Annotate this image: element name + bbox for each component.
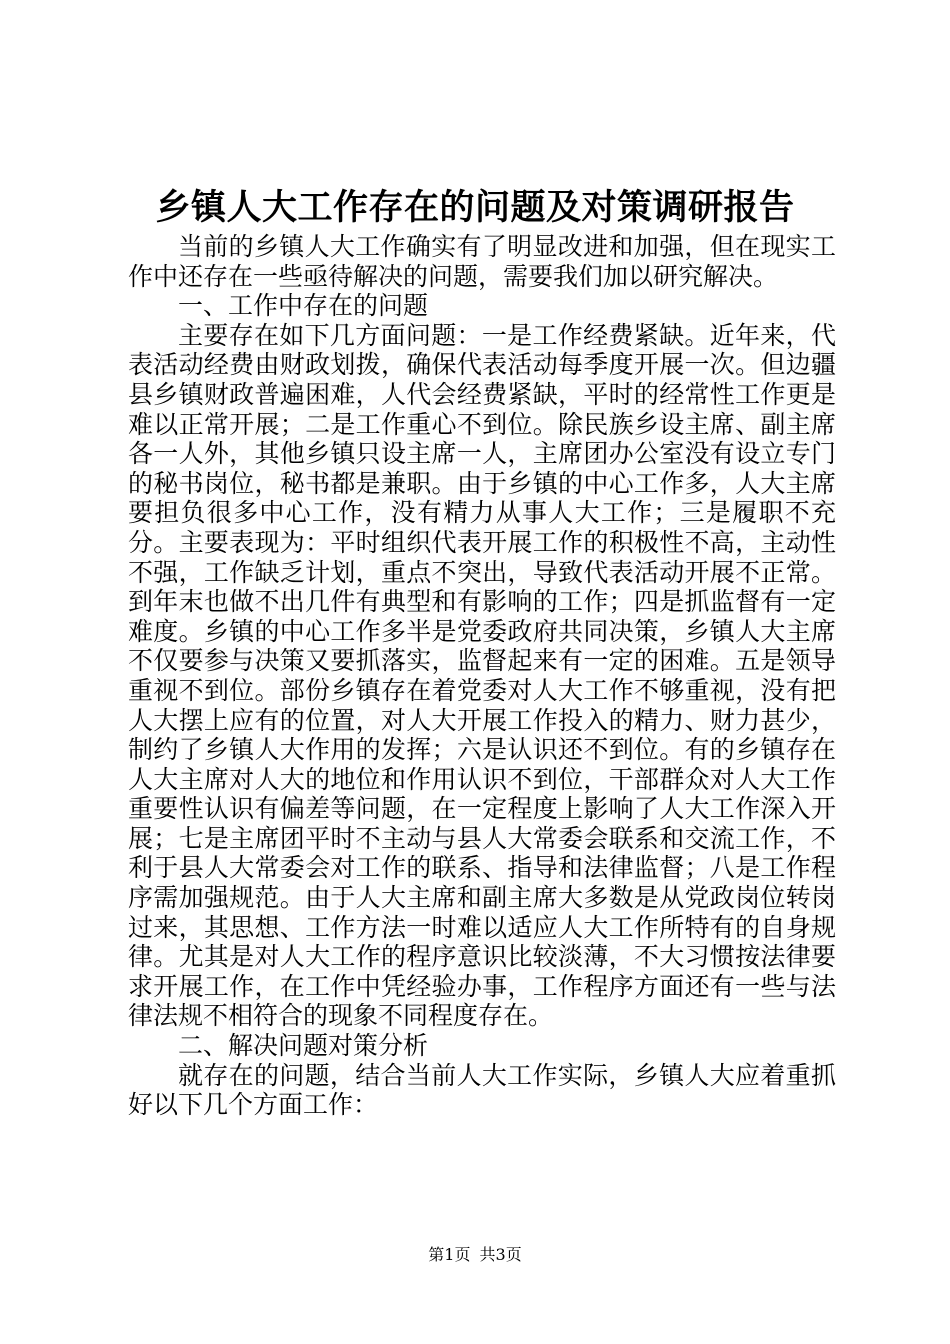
- section-heading-problems: 一、工作中存在的问题: [178, 291, 429, 321]
- problems-paragraph: 主要存在如下几方面问题：一是工作经费紧缺。近年来，代表活动经费由财政划拨，确保代表活动每季度开展一次。但边疆县乡镇财政普遍困难，人代会经费紧缺，平时的经常性工作更是难以正常开展；二是工作重心不到位。除民族乡设主席、副主席各一人外，其他乡镇只设主席一人，主席团办公室没有设立专门的秘书岗位，秘书都是兼职。由于乡镇的中心工作多，人大主席要担负很多中心工作，没有精力从事人大工作；三是履职不充分。主要表现为：平时组织代表开展工作的积极性不高，主动性不强，工作缺乏计划，重点不突出，导致代表活动开展不正常。到年末也做不出几件有典型和有影响的工作；四是抓监督有一定难度。乡镇的中心工作多半是党委政府共同决策，乡镇人大主席不仅要参与决策又要抓落实，监督起来有一定的困难。五是领导重视不到位。部份乡镇存在着党委对人大工作不够重视，没有把人大摆上应有的位置，对人大开展工作投入的精力、财力甚少，制约了乡镇人大作用的发挥；六是认识还不到位。有的乡镇存在人大主席对人大的地位和作用认识不到位，干部群众对人大工作重要性认识有偏差等问题，在一定程度上影响了人大工作深入开展；七是主席团平时不主动与县人大常委会联系和交流工作，不利于县人大常委会对工作的联系、指导和法律监督；八是工作程序需加强规范。由于人大主席和副主席大多数是从党政岗位转岗过来，其思想、工作方法一时难以适应人大工作所特有的自身规律。尤其是对人大工作的程序意识比较淡薄，不大习惯按法律要求开展工作，在工作中凭经验办事，工作程序方面还有一些与法律法规不相符合的现象不同程度存在。: [128, 320, 836, 1031]
- intro-paragraph: 当前的乡镇人大工作确实有了明显改进和加强，但在现实工作中还存在一些亟待解决的问题，需要我们加以研究解决。: [128, 232, 836, 291]
- page-footer: [0, 1245, 950, 1265]
- document-title: 乡镇人大工作存在的问题及对策调研报告: [155, 187, 795, 228]
- solutions-paragraph: 就存在的问题，结合当前人大工作实际，乡镇人大应着重抓好以下几个方面工作：: [128, 1060, 836, 1120]
- page-number: 第1页: [428, 1245, 471, 1264]
- document-body: [128, 232, 836, 1120]
- section-heading-solutions: 二、解决问题对策分析: [178, 1031, 429, 1061]
- page-total: 共3页: [479, 1245, 522, 1264]
